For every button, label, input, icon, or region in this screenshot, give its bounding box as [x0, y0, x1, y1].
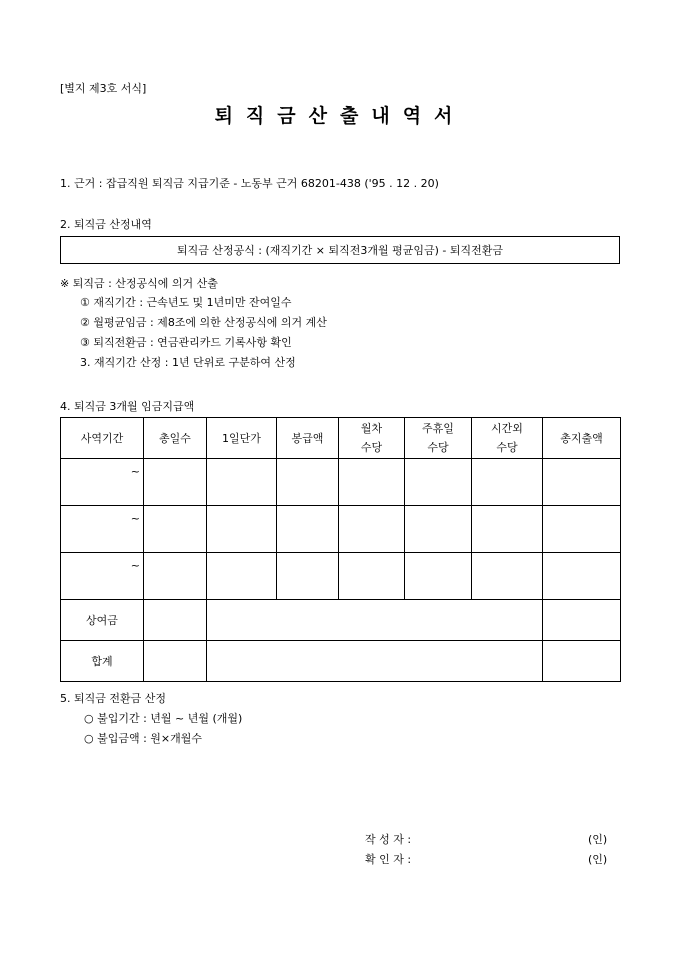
formula-box: 퇴직금 산정공식 : (재직기간 × 퇴직전3개월 평균임금) - 퇴직전환금	[60, 236, 620, 264]
column-header: 월차 수당	[339, 418, 405, 459]
note-item: ② 월평균임금 : 제8조에 의한 산정공식에 의거 계산	[80, 316, 327, 329]
period-cell: ~	[61, 553, 144, 600]
writer-seal: (인)	[588, 833, 608, 846]
bonus-row	[61, 600, 621, 641]
document-title: 퇴직금산출내역서	[214, 105, 466, 127]
conversion-item: ○ 불입기간 : 년월 ~ 년월 (개월)	[84, 712, 243, 725]
section-2-note: ※ 퇴직금 : 산정공식에 의거 산출	[60, 277, 218, 290]
table-row	[61, 459, 621, 506]
note-item: ① 재직기간 : 근속년도 및 1년미만 잔여일수	[80, 296, 292, 309]
total-row	[61, 641, 621, 682]
total-label: 합계	[61, 641, 144, 682]
column-header: 총일수	[144, 418, 207, 459]
writer-signature-label: 작 성 자 :	[365, 833, 412, 846]
table-row	[61, 506, 621, 553]
table-header-row	[61, 418, 621, 459]
table-row	[61, 553, 621, 600]
form-number: [별지 제3호 서식]	[60, 82, 147, 95]
column-header: 봉급액	[277, 418, 339, 459]
column-header: 시간외 수당	[472, 418, 543, 459]
note-item: 3. 재직기간 산정 : 1년 단위로 구분하여 산정	[80, 356, 296, 369]
wage-table	[60, 417, 621, 682]
column-header: 사역기간	[61, 418, 144, 459]
period-cell: ~	[61, 459, 144, 506]
period-cell: ~	[61, 506, 144, 553]
column-header: 총지출액	[543, 418, 621, 459]
section-3-heading: 4. 퇴직금 3개월 임금지급액	[60, 400, 195, 413]
section-1-basis: 1. 근거 : 잡급직원 퇴직금 지급기준 - 노동부 근거 68201-438 ('95 . 12 . 20)	[60, 177, 439, 190]
section-5-heading: 5. 퇴직금 전환금 산정	[60, 692, 166, 705]
note-item: ③ 퇴직전환금 : 연금관리카드 기록사항 확인	[80, 336, 292, 349]
confirmer-seal: (인)	[588, 853, 608, 866]
confirmer-signature-label: 확 인 자 :	[365, 853, 412, 866]
bonus-label: 상여금	[61, 600, 144, 641]
column-header: 1일단가	[207, 418, 277, 459]
conversion-item: ○ 불입금액 : 원×개월수	[84, 732, 203, 745]
column-header: 주휴일 수당	[405, 418, 472, 459]
section-2-heading: 2. 퇴직금 산정내역	[60, 218, 152, 231]
